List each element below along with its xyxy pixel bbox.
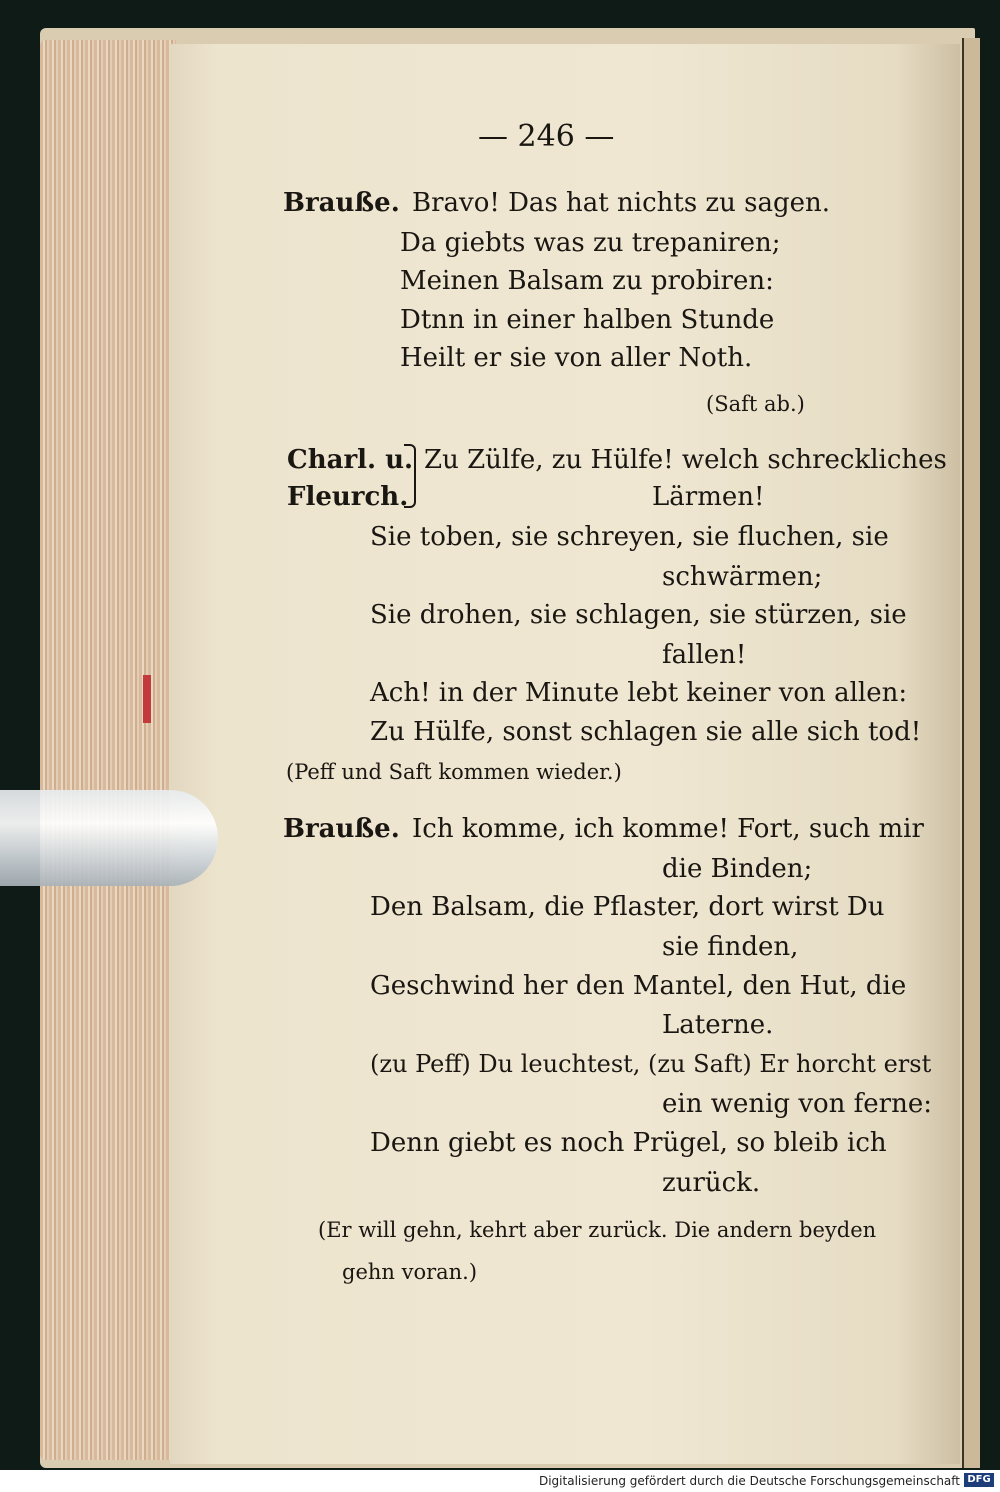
verse-line: Laterne. (662, 1010, 774, 1040)
verse-line: Ich komme, ich komme! Fort, such mir (412, 814, 924, 844)
footer-bar (0, 1470, 1000, 1492)
verse-line: Heilt er sie von aller Noth. (400, 343, 753, 373)
stage-direction: (Peff und Saft kommen wieder.) (286, 760, 622, 784)
verse-line: Bravo! Das hat nichts zu sagen. (412, 188, 831, 218)
verse-line: sie finden, (662, 932, 799, 962)
verse-line: die Binden; (662, 854, 813, 884)
verse-line: Da giebts was zu trepaniren; (400, 228, 781, 258)
speaker-label: Braußе. (283, 814, 400, 844)
verse-line: schwärmen; (662, 562, 823, 592)
speaker-label: Fleurch. (287, 482, 409, 512)
verse-line: fallen! (662, 640, 747, 670)
dfg-logo: DFG (964, 1473, 994, 1487)
plastic-clip (0, 790, 218, 886)
stage-direction: (Saft ab.) (706, 392, 805, 416)
facing-page-edge (962, 38, 980, 1468)
verse-line: Sie toben, sie schreyen, sie fluchen, sie (370, 522, 889, 552)
verse-line: (zu Peff) Du leuchtest, (zu Saft) Er horcht erst (370, 1050, 932, 1078)
stage-direction: gehn voran.) (342, 1260, 478, 1284)
speaker-label: Charl. u. (287, 445, 414, 475)
stage-direction: (Er will gehn, kehrt aber zurück. Die andern beyden (318, 1218, 877, 1242)
speaker-label: Braußе. (283, 188, 400, 218)
verse-line: Geschwind her den Mantel, den Hut, die (370, 971, 907, 1001)
verse-line: zurück. (662, 1168, 761, 1198)
verse-line: Den Balsam, die Pflaster, dort wirst Du (370, 892, 885, 922)
page-edges (40, 40, 176, 1460)
verse-line: Zu Zülfe, zu Hülfe! welch schreckliches (424, 445, 947, 475)
red-marker (143, 675, 151, 723)
verse-line: Dtnn in einer halben Stunde (400, 305, 775, 335)
verse-line: Zu Hülfe, sonst schlagen sie alle sich tod! (370, 717, 922, 747)
verse-line: Ach! in der Minute lebt keiner von allen: (370, 678, 908, 708)
verse-line: Denn giebt es noch Prügel, so bleib ich (370, 1128, 887, 1158)
verse-line: Lärmen! (652, 482, 765, 512)
verse-line: ein wenig von ferne: (662, 1089, 933, 1119)
verse-line: Sie drohen, sie schlagen, sie stürzen, sie (370, 600, 907, 630)
page-number: — 246 — (478, 119, 615, 154)
funding-credit: Digitalisierung gefördert durch die Deutsche Forschungsgemeinschaft (538, 1474, 960, 1488)
verse-line: Meinen Balsam zu probiren: (400, 266, 774, 296)
